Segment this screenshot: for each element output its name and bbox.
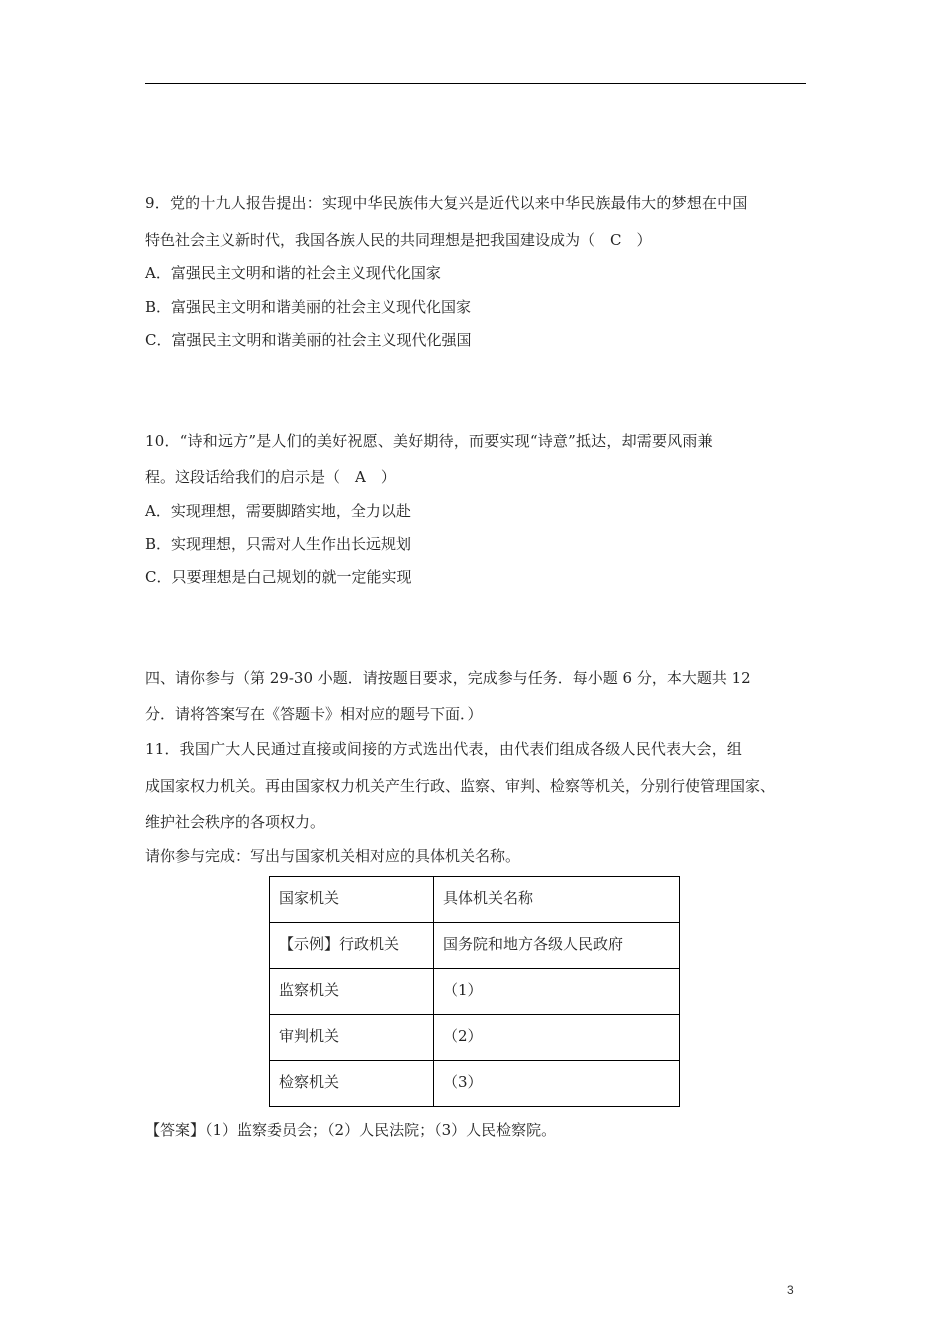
table-cell: 检察机关 [270, 1061, 434, 1107]
organ-table [269, 876, 680, 1107]
table-row [270, 1061, 680, 1107]
q9-option-a: A．富强民主文明和谐的社会主义现代化国家 [145, 264, 441, 282]
q11-stem-line2: 成国家权力机关。再由国家权力机关产生行政、监察、审判、检察等机关，分别行使管理国家、 [145, 777, 776, 795]
q9-stem-line1: 9．党的十九人报告提出：实现中华民族伟大复兴是近代以来中华民族最伟大的梦想在中国 [145, 194, 748, 212]
table-row [270, 1015, 680, 1061]
section4-heading-line2: 分．请将答案写在《答题卡》相对应的题号下面．） [145, 705, 483, 723]
q10-option-a: A．实现理想，需要脚踏实地，全力以赴 [145, 502, 411, 520]
table-cell: 【示例】行政机关 [270, 923, 434, 969]
q9-option-b: B．富强民主文明和谐美丽的社会主义现代化国家 [145, 298, 472, 316]
table-cell: 监察机关 [270, 969, 434, 1015]
q10-stem-line2: 程。这段话给我们的启示是（ A ） [145, 468, 396, 486]
q11-stem-line3: 维护社会秩序的各项权力。 [145, 813, 326, 831]
q10-option-b: B．实现理想，只需对人生作出长远规划 [145, 535, 412, 553]
table-row [270, 923, 680, 969]
header-rule [145, 83, 806, 84]
q9-option-c: C．富强民主文明和谐美丽的社会主义现代化强国 [145, 331, 472, 349]
table-row [270, 969, 680, 1015]
q11-stem-line1: 11．我国广大人民通过直接或间接的方式选出代表，由代表们组成各级人民代表大会，组 [145, 740, 743, 758]
table-cell: 审判机关 [270, 1015, 434, 1061]
page-number: 3 [787, 1283, 794, 1297]
table-cell: （3） [434, 1061, 680, 1107]
q10-option-c: C．只要理想是白己规划的就一定能实现 [145, 568, 412, 586]
q11-prompt: 请你参与完成：写出与国家机关相对应的具体机关名称。 [145, 847, 521, 865]
table-header-row [270, 877, 680, 923]
table-header-cell: 具体机关名称 [434, 877, 680, 923]
table-header-cell: 国家机关 [270, 877, 434, 923]
table-cell: （1） [434, 969, 680, 1015]
q11-answer: 【答案】（1）监察委员会；（2）人民法院；（3）人民检察院。 [145, 1121, 557, 1139]
q9-stem-line2: 特色社会主义新时代，我国各族人民的共同理想是把我国建设成为（ C ） [145, 231, 652, 249]
table-cell: （2） [434, 1015, 680, 1061]
table-cell: 国务院和地方各级人民政府 [434, 923, 680, 969]
q10-stem-line1: 10．“诗和远方”是人们的美好祝愿、美好期待，而要实现“诗意”抵达，却需要风雨兼 [145, 432, 713, 450]
section4-heading-line1: 四、请你参与（第 29-30 小题．请按题目要求，完成参与任务．每小题 6 分，本大题共 12 [145, 669, 751, 687]
